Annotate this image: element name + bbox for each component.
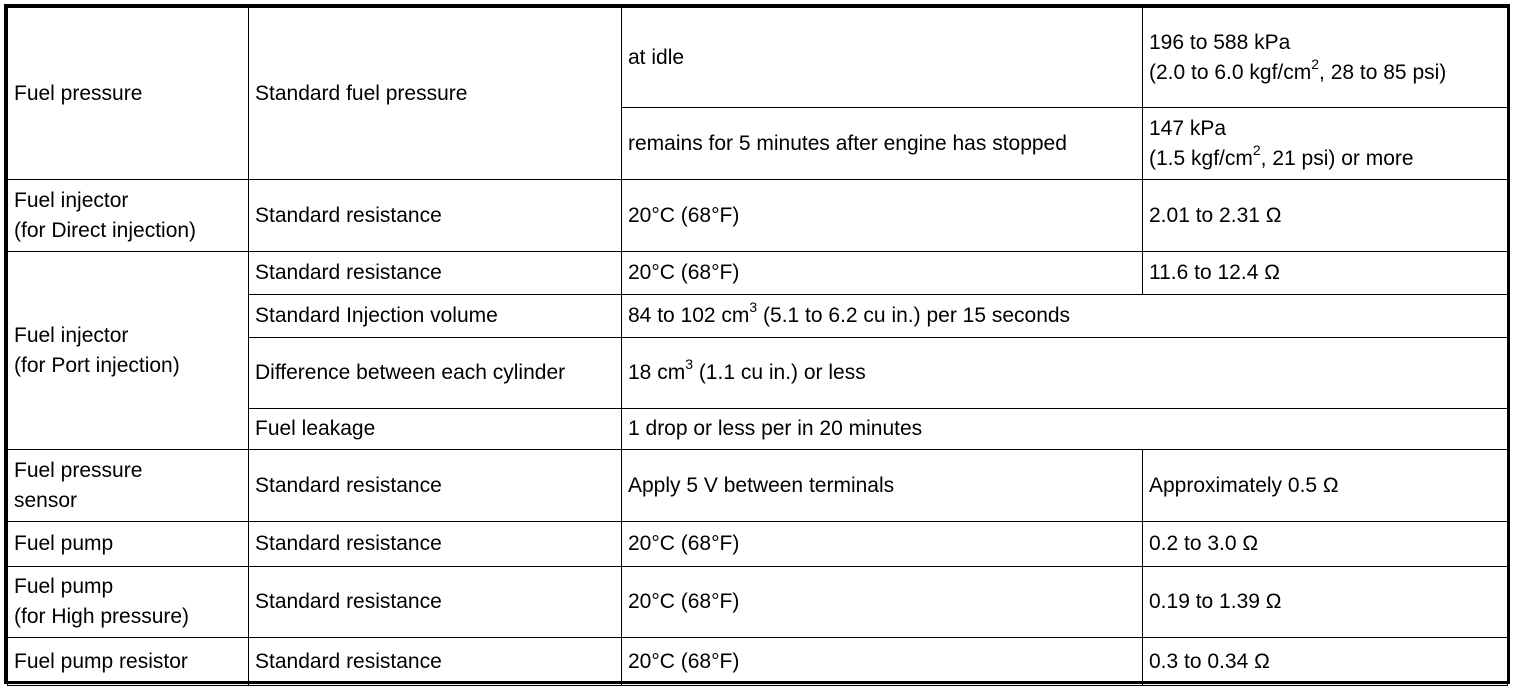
value-cell [622, 409, 1508, 450]
component-cell [8, 180, 249, 252]
value-cell [1143, 108, 1508, 180]
value-cell [1143, 638, 1508, 686]
value-text: 2.01 to 2.31 Ω [1149, 203, 1282, 227]
item-cell [249, 522, 622, 567]
value-text: 147 kPa [1149, 116, 1227, 140]
value-cell [1143, 252, 1508, 295]
item-label: Difference between each cylinder [255, 361, 566, 384]
value-text: (1.1 cu in.) or less [692, 361, 866, 384]
condition-label: 20°C (68°F) [628, 590, 740, 613]
value-text: (1.5 kgf/cm [1149, 146, 1253, 170]
value-text: 11.6 to 12.4 Ω [1149, 261, 1280, 284]
item-cell [249, 252, 622, 295]
item-cell [249, 638, 622, 686]
item-label: Fuel leakage [255, 417, 376, 440]
component-cell [8, 252, 249, 450]
condition-label: remains for 5 minutes after engine has stopped [628, 131, 1067, 155]
value-cell [1143, 180, 1508, 252]
table-row [8, 252, 1508, 295]
table-row [8, 567, 1508, 638]
value-text: , 28 to 85 psi) [1319, 60, 1447, 84]
table-row [8, 180, 1508, 252]
value-text: (2.0 to 6.0 kgf/cm [1149, 60, 1312, 84]
condition-label: 20°C (68°F) [628, 261, 740, 284]
table-row [8, 450, 1508, 522]
item-label: Standard fuel pressure [255, 81, 468, 105]
superscript: 2 [1252, 141, 1261, 158]
component-label: Fuel pump resistor [14, 649, 188, 673]
item-label: Standard resistance [255, 649, 442, 673]
value-cell [622, 295, 1508, 338]
value-cell [1143, 8, 1508, 108]
condition-cell [622, 8, 1143, 108]
value-cell [1143, 522, 1508, 567]
component-cell [8, 8, 249, 180]
item-label: Standard Injection volume [255, 304, 498, 327]
component-sublabel: (for High pressure) [14, 605, 190, 628]
component-label: Fuel pressure [14, 81, 143, 105]
value-cell [622, 338, 1508, 409]
value-text: 84 to 102 cm [628, 304, 750, 327]
table-row [8, 522, 1508, 567]
superscript: 3 [749, 299, 758, 315]
item-cell [249, 180, 622, 252]
value-text: 0.19 to 1.39 Ω [1149, 590, 1282, 613]
condition-label: at idle [628, 45, 685, 69]
condition-cell [622, 638, 1143, 686]
superscript: 2 [1311, 55, 1320, 72]
item-label: Standard resistance [255, 590, 442, 613]
component-cell [8, 450, 249, 522]
item-label: Standard resistance [255, 473, 442, 497]
item-cell [249, 338, 622, 409]
condition-label: 20°C (68°F) [628, 203, 740, 227]
value-text: 196 to 588 kPa [1149, 30, 1291, 54]
item-cell [249, 409, 622, 450]
component-label: Fuel injector [14, 323, 129, 347]
condition-cell [622, 180, 1143, 252]
item-cell [249, 295, 622, 338]
component-label: Fuel pressure [14, 458, 143, 482]
condition-cell [622, 252, 1143, 295]
component-cell [8, 522, 249, 567]
value-text: , 21 psi) or more [1260, 146, 1414, 170]
item-label: Standard resistance [255, 203, 442, 227]
value-text: 18 cm [628, 361, 686, 384]
value-cell [1143, 450, 1508, 522]
component-sublabel: sensor [14, 488, 78, 512]
value-cell [1143, 567, 1508, 638]
component-label: Fuel pump [14, 532, 114, 555]
value-text: 1 drop or less per in 20 minutes [628, 417, 923, 440]
condition-label: 20°C (68°F) [628, 532, 740, 555]
item-cell [249, 450, 622, 522]
condition-cell [622, 567, 1143, 638]
component-label: Fuel pump [14, 575, 114, 598]
value-text: Approximately 0.5 Ω [1149, 473, 1339, 497]
condition-cell [622, 522, 1143, 567]
item-label: Standard resistance [255, 532, 442, 555]
condition-cell [622, 108, 1143, 180]
component-label: Fuel injector [14, 188, 129, 212]
value-text: 0.3 to 0.34 Ω [1149, 649, 1270, 673]
value-text: 0.2 to 3.0 Ω [1149, 532, 1259, 555]
table-row [8, 8, 1508, 108]
superscript: 3 [685, 356, 693, 372]
condition-label: Apply 5 V between terminals [628, 473, 895, 497]
item-cell [249, 8, 622, 180]
value-text: (5.1 to 6.2 cu in.) per 15 seconds [757, 304, 1071, 327]
table-row [8, 638, 1508, 686]
fuel-specifications-table [7, 7, 1508, 686]
condition-label: 20°C (68°F) [628, 649, 740, 673]
component-cell [8, 567, 249, 638]
component-sublabel: (for Port injection) [14, 353, 180, 377]
item-cell [249, 567, 622, 638]
component-cell [8, 638, 249, 686]
condition-cell [622, 450, 1143, 522]
item-label: Standard resistance [255, 261, 442, 284]
component-sublabel: (for Direct injection) [14, 218, 197, 242]
